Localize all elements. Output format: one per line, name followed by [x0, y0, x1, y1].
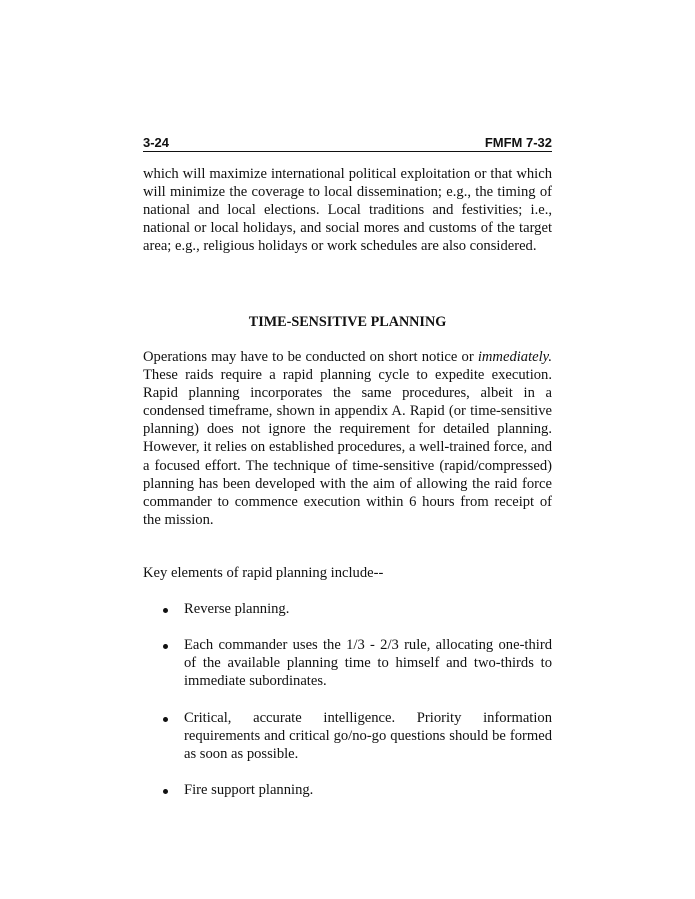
emphasis-immediately: immediately. — [477, 349, 552, 365]
list-item — [143, 636, 552, 690]
paragraph-continuation: which will maximize international political exploitation or that which will minimize the coverage to local dissemination; e.g., the timing of national and local elections. Local traditions and festivities; i.e., national or local holidays, and social mores and customs of the target area; e.g., religious holidays or work schedules are also considered. — [143, 166, 552, 255]
list-item — [143, 600, 552, 618]
paragraph-key-elements: Key elements of rapid planning include-- — [143, 565, 384, 581]
list-item — [143, 709, 552, 763]
bullet-icon — [163, 608, 168, 613]
page-header — [143, 135, 552, 152]
list-item-text: Reverse planning. — [184, 601, 290, 617]
key-elements-list — [143, 600, 552, 817]
list-item — [143, 781, 552, 799]
bullet-icon — [163, 789, 168, 794]
section-heading: TIME-SENSITIVE PLANNING — [248, 314, 447, 330]
paragraph-time-sensitive-intro — [143, 348, 552, 529]
list-item-text: Fire support planning. — [184, 781, 314, 798]
paragraph-lead: Operations may have to be conducted on short notice or — [143, 349, 478, 365]
bullet-icon — [163, 717, 168, 722]
bullet-icon — [163, 644, 168, 649]
list-item-text: Each commander uses the 1/3 - 2/3 rule, allocating one-third of the available planning time to himself and two-thirds to immediate subordinates. — [184, 637, 552, 690]
document-id: FMFM 7-32 — [484, 135, 552, 150]
page-number: 3-24 — [143, 135, 170, 150]
paragraph-rest: These raids require a rapid planning cycle to expedite execution. Rapid planning incorporates the same procedures, albeit in a condensed timeframe, shown in appendix A. Rapid (or time-sensitive planning) does not ignore the requirement for detailed planning. However, it relies on established procedures, a well-trained force, and a focused effort. The technique of time-sensitive (rapid/compressed) planning has been developed with the aim of allowing the raid force commander to commence execution within 6 hours from receipt of the mission. — [143, 367, 552, 528]
list-item-text: Critical, accurate intelligence. Priority information requirements and critical go/no-go questions should be formed as soon as possible. — [184, 709, 552, 762]
